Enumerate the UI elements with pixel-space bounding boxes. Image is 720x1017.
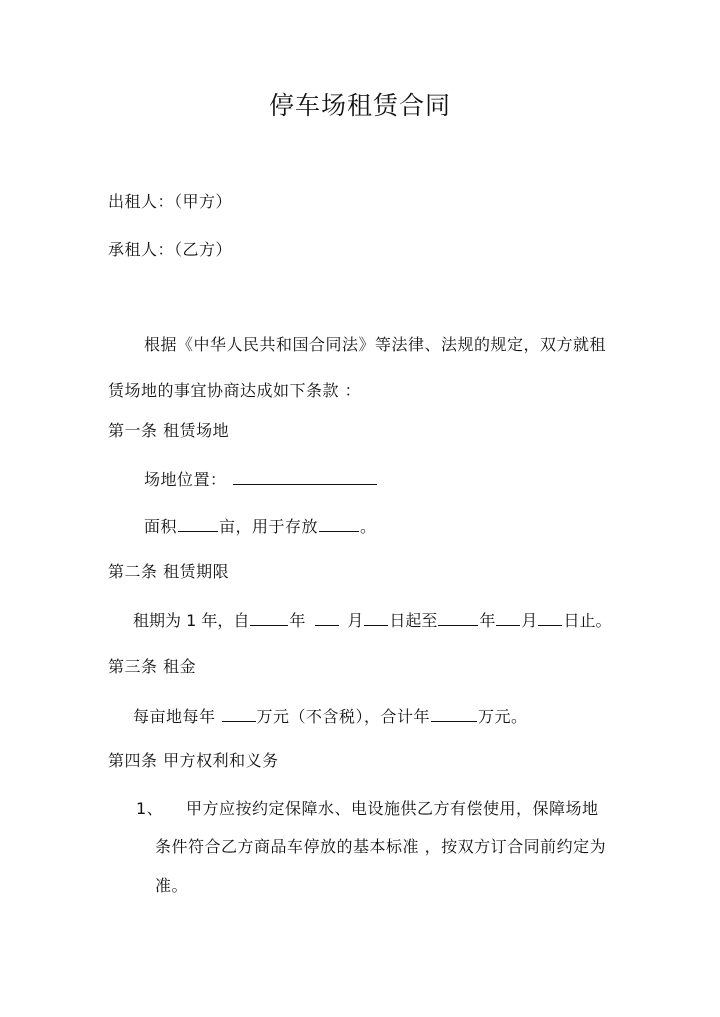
start-day-field[interactable] xyxy=(364,609,388,626)
lessee-label: 承租人：（乙方） xyxy=(108,240,233,259)
rent-row xyxy=(133,705,528,727)
page-title: 停车场租赁合同 xyxy=(268,91,451,120)
item-1-line-3: 准。 xyxy=(155,876,189,895)
area-unit: 亩，用于存放 xyxy=(219,517,319,536)
area-row xyxy=(144,515,377,537)
year-label: 年 xyxy=(289,611,306,630)
rent-mid: 万元（不含税），合计年 xyxy=(256,707,431,726)
term-row xyxy=(133,609,611,631)
article-3-heading: 第三条 租金 xyxy=(108,657,197,676)
item-1-line-2: 条件符合乙方商品车停放的基本标准 ，按双方订合同前约定为 xyxy=(155,837,607,856)
item-1-number: 1、 xyxy=(136,799,164,818)
end-year-field[interactable] xyxy=(438,609,478,626)
rent-prefix: 每亩地每年 xyxy=(133,707,216,726)
article-4-heading: 第四条 甲方权利和义务 xyxy=(108,751,279,770)
lessor-label: 出租人：（甲方） xyxy=(108,192,233,211)
end-month-field[interactable] xyxy=(496,609,520,626)
day-end-label: 日止。 xyxy=(563,611,612,630)
month-label: 月 xyxy=(521,611,538,630)
site-location-field[interactable] xyxy=(233,468,377,485)
month-label: 月 xyxy=(347,611,364,630)
article-2-heading: 第二条 租赁期限 xyxy=(108,562,230,581)
start-year-field[interactable] xyxy=(250,609,288,626)
area-prefix: 面积 xyxy=(144,517,178,536)
rent-per-mu-field[interactable] xyxy=(222,705,256,722)
area-field[interactable] xyxy=(178,515,218,532)
article-1-heading: 第一条 租赁场地 xyxy=(108,421,230,440)
end-day-field[interactable] xyxy=(538,609,562,626)
rent-suffix: 万元。 xyxy=(478,707,528,726)
rent-total-field[interactable] xyxy=(431,705,477,722)
day-to-label: 日起至 xyxy=(389,611,438,630)
site-location-row xyxy=(144,468,378,490)
year-label: 年 xyxy=(479,611,496,630)
preamble-line-1: 根据《中华人民共和国合同法》等法律、法规的规定，双方就租 xyxy=(144,335,607,354)
storage-item-field[interactable] xyxy=(319,515,359,532)
site-location-label: 场地位置： xyxy=(144,470,227,489)
preamble-line-2: 赁场地的事宜协商达成如下条款 ： xyxy=(108,381,362,400)
term-prefix: 租期为 1 年，自 xyxy=(133,611,250,630)
item-1-line-1: 甲方应按约定保障水、电设施供乙方有偿使用，保障场地 xyxy=(186,799,599,818)
start-month-field[interactable] xyxy=(315,609,339,626)
area-suffix: 。 xyxy=(360,517,377,536)
